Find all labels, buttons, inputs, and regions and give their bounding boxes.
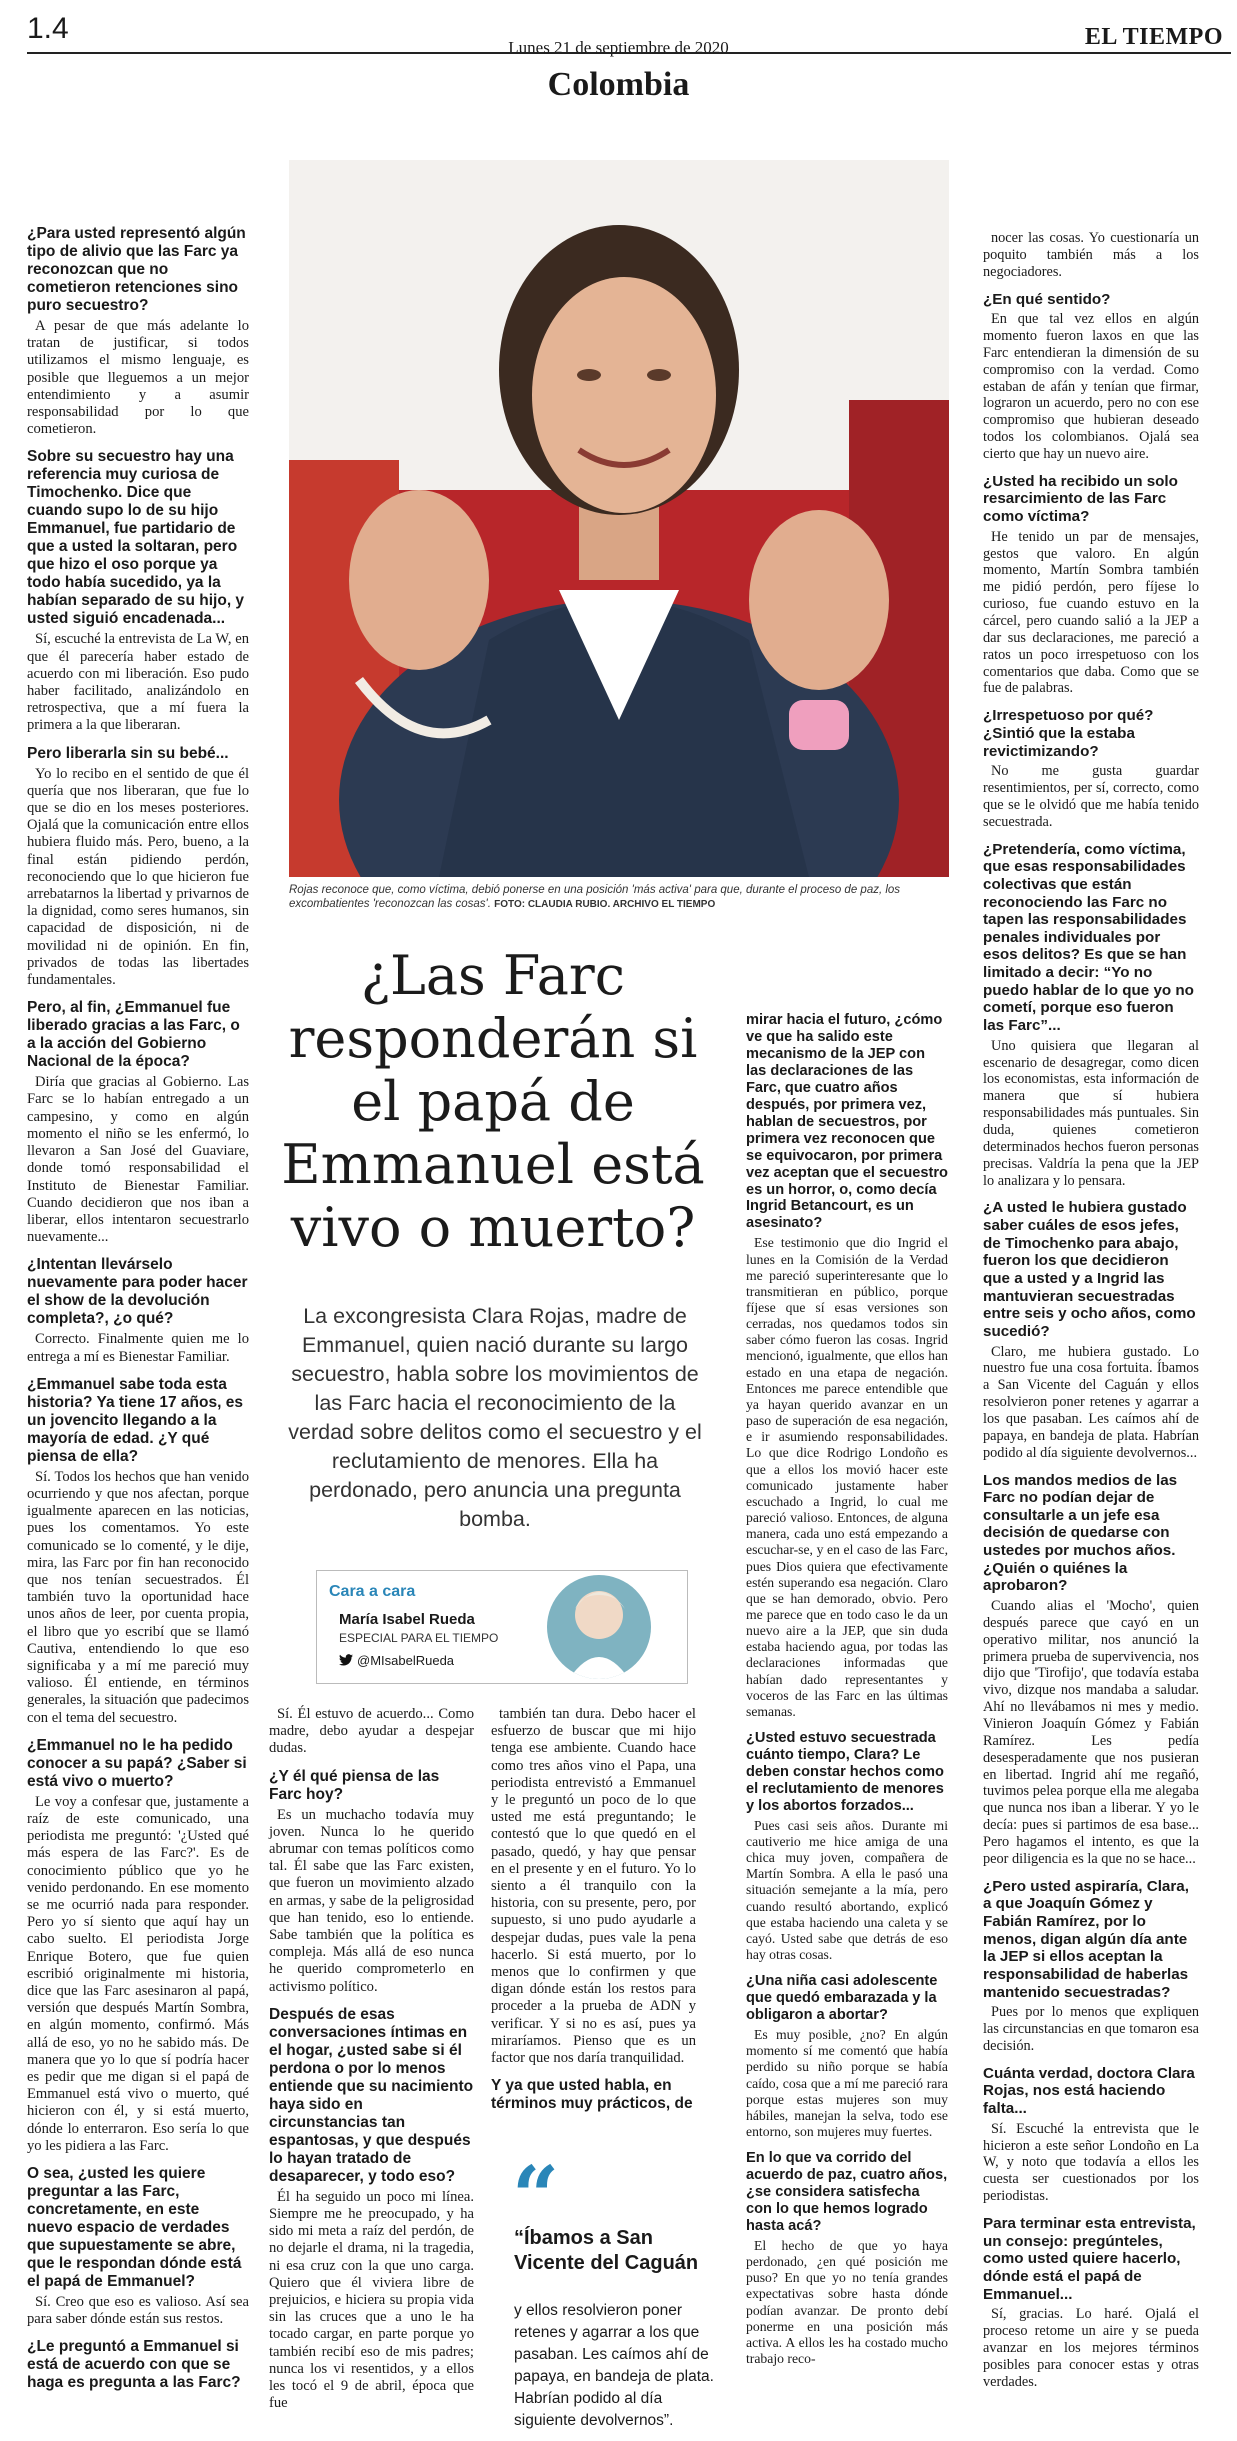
article-column-5 bbox=[983, 230, 1199, 2396]
interview-answer: Uno quisiera que llegaran al escenario de desagregar, como dicen los economistas, esta información de manera que sí hubiera responsabilidades más puntuales. Sin duda, quienes cometieron determinados hechos fueron personas precisas. Valdría la pena que la JEP lo analizara y lo pensara. bbox=[983, 1037, 1199, 1189]
interview-question: Y ya que usted habla, en términos muy prácticos, de bbox=[491, 2077, 693, 2113]
interview-answer: también tan dura. Debo hacer el esfuerzo de buscar que mi hijo tenga ese ambiente. Cuando hace como tres años vino el Papa, una periodista entrevistó a Emmanuel y le preguntó un poco de lo que usted me está preguntando; le contestó que lo que quedó en el pasado, quedó, y hay que pensar en el presente y en el futuro. Yo lo siento a él tranquilo con la historia, con su presente, pero, por supuesto, si uno pudo ayudarle a despejar dudas, pues vale la pena hacerlo. Si está muerto, por lo menos que lo confirmen y que digan dónde están los restos para proceder a la prueba de ADN y verificar. Y si no es así, pues ya miraríamos. Pienso que es un factor que nos daría tranquilidad. bbox=[491, 1706, 696, 2067]
interview-question: O sea, ¿usted les quiere preguntar a las Farc, concretamente, en este nuevo espacio de verdades que supuestamente se abre, que le respondan dónde está el papá de Emmanuel? bbox=[27, 2165, 242, 2291]
interview-question: Sobre su secuestro hay una referencia muy curiosa de Timochenko. Dice que cuando supo lo de su hijo Emmanuel, fue partidario de que a usted la soltaran, pero que hizo el oso porque ya todo había sucedido, ya la habían separado de su hijo, y usted siguió encadenada... bbox=[27, 448, 245, 628]
interview-question: En lo que va corrido del acuerdo de paz, cuatro años, ¿se considera satisfecha con lo que hemos logrado hasta acá? bbox=[746, 2150, 948, 2235]
interview-answer: Correcto. Finalmente quien me lo entrega a mí es Bienestar Familiar. bbox=[27, 1331, 249, 1365]
pullquote-body: y ellos resolvieron poner retenes y agarrar a los que pasaban. Les caímos ahí de papaya, en bandeja de plata. Habrían podido al día siguiente devolvernos”. bbox=[514, 2302, 714, 2429]
interview-answer: Sí. Todos los hechos que han venido ocurriendo y que nos afectan, porque igualmente aparecen en las noticias, pues los comentamos. Yo este comunicado se lo comenté, y le dije, mira, las Farc por fin han reconocido que nos tenían secuestrados. Él también tuvo la oportunidad hace unos años de leer, por cuenta propia, el libro que yo escribí que se llamó Cautiva, entendiendo lo que eso significaba y a mí me pareció muy valioso. Él entiende, en términos generales, la situación que padecimos con el tema del secuestro. bbox=[27, 1468, 249, 1726]
interview-photo bbox=[289, 160, 949, 877]
page-number: 1.4 bbox=[27, 12, 69, 45]
interview-answer: Sí, escuché la entrevista de La W, en que él parecería haber estado de acuerdo con mi liberación. Eso pudo haber facilitado, analizándolo en retrospectiva, que a mí fuera la primera a la que liberaran. bbox=[27, 631, 249, 734]
issue-date: Lunes 21 de septiembre de 2020 bbox=[508, 38, 729, 57]
interview-answer: Cuando alias el 'Mocho', quien después parece que cayó en un operativo militar, nos anunció la primera prueba de supervivencia, nos dijo que 'Tirofijo', que todavía estaba vivo, dizque nos mandaba a saludar. Ahí no llevábamos ni mes y medio. Vinieron Joaquín Gómez y Fabián Ramírez. Les pedía desesperadamente que nos pusieran en libertad. Ingrid ahí me regañó, tuvimos pelea porque ella me alegaba que nunca nos iban a liberar. Y yo le decía: pues si partimos de esa base... Pero hagamos el intento, es que la peor diligencia es la que no se hace... bbox=[983, 1598, 1199, 1867]
interview-question: ¿Y él qué piensa de las Farc hoy? bbox=[269, 1767, 440, 1803]
quote-icon: “ bbox=[512, 2149, 560, 2245]
interview-question: Cuánta verdad, doctora Clara Rojas, nos está haciendo falta... bbox=[983, 2064, 1195, 2118]
interview-question: ¿Una niña casi adolescente que quedó embarazada y la obligaron a abortar? bbox=[746, 1973, 938, 2024]
interview-question: ¿Pero usted aspiraría, Clara, a que Joaquín Gómez y Fabián Ramírez, por lo menos, digan algún día ante la JEP si ellos aceptan la responsabilidad de haberlas mantenido secuestradas? bbox=[983, 1877, 1189, 2001]
article-column-3 bbox=[491, 1706, 696, 2116]
interview-question: ¿En qué sentido? bbox=[983, 290, 1111, 308]
interview-answer: Sí, gracias. Lo haré. Ojalá el proceso retome un aire y se pueda avanzar en los mejores términos posibles para conocer estas y otras verdades. bbox=[983, 2306, 1199, 2390]
interview-answer: Yo lo recibo en el sentido de que él quería que nos liberaran, que fue lo que se dio en los meses posteriores. Ojalá que la comunicación entre ellos hubiera fluido más. Pero, bueno, a la final están pidiendo perdón, reconociendo que lo que hicieron fue arrebatarnos la libertad y privarnos de la dignidad, como seres humanos, sin capacidad de disposición, ni de movilidad ni de opinión. En fin, privados de todas las libertades fundamentales. bbox=[27, 765, 249, 989]
interview-question: Los mandos medios de las Farc no podían dejar de consultarle a un jefe esa decisión de quedarse con ustedes por muchos años. ¿Quién o quiénes la aprobaron? bbox=[983, 1471, 1178, 1595]
interview-answer: El hecho de que yo haya perdonado, ¿en qué posición me puso? En que yo no tenía grandes expectativas sobre hasta dónde podían avanzar. De pronto debí ponerme en una posición más activa. A ellos les ha costado mucho trabajo reco- bbox=[746, 2237, 948, 2367]
twitter-icon bbox=[339, 1654, 353, 1666]
author-avatar bbox=[547, 1575, 651, 1679]
newspaper-brand: EL TIEMPO bbox=[1084, 24, 1223, 50]
interview-answer: Es un muchacho todavía muy joven. Nunca lo he querido abrumar con temas políticos como tal. Él sabe que las Farc existen, que fueron un movimiento alzado en armas, y sabe de la peligrosidad que han tenido, eso lo entiende. Sabe también que la política es compleja. Más allá de eso nunca he querido comprometerlo en activismo político. bbox=[269, 1806, 474, 1995]
author-handle[interactable]: @MIsabelRueda bbox=[339, 1653, 454, 1668]
interview-answer: Sí. Escuché la entrevista que le hicieron a este señor Londoño en La W, y noto que todavía a ellos les cuesta ser cuestionados por los periodistas. bbox=[983, 2120, 1199, 2205]
interview-question: ¿Pretendería, como víctima, que esas responsabilidades colectivas que están reconociendo las Farc no tapen las responsabilidades penales individuales por esos delitos? Es que se han limitado a decir: “Yo no puedo hablar de lo que yo no cometí, porque eso fueron las Farc”... bbox=[983, 840, 1194, 1035]
byline-box bbox=[316, 1570, 688, 1684]
interview-question: Para terminar esta entrevista, un consejo: pregúnteles, como usted quiere hacerlo, dónde está el papá de Emmanuel... bbox=[983, 2214, 1196, 2303]
interview-answer: He tenido un par de mensajes, gestos que valoro. En algún momento, Martín Sombra también me pidió perdón, pero fíjese lo curioso, fue cuando estuvo en la cárcel, pero cuando salió a la JEP a dar sus declaraciones, me pareció a ratos un poco irrespetuoso con los comentarios que daba. Como que se fue de palabras. bbox=[983, 528, 1199, 697]
section-title: Colombia bbox=[547, 66, 690, 103]
photo-caption: Rojas reconoce que, como víctima, debió ponerse en una posición 'más activa' para que, durante el proceso de paz, los excombatientes 'reconozcan las cosas'. FOTO: CLAUDIA RUBIO. ARCHIVO EL TIEMPO bbox=[289, 884, 901, 910]
header-rule bbox=[27, 52, 1231, 54]
interview-question: Después de esas conversaciones íntimas en el hogar, ¿usted sabe si él perdona o por lo menos entiende que su nacimiento haya sido en circunstancias tan espantosas, y que después lo hayan tratado de desaparecer, y todo eso? bbox=[269, 2005, 474, 2185]
interview-answer: A pesar de que más adelante lo tratan de justificar, si todos utilizamos el mismo lenguaje, es posible que lleguemos a un mejor entendimiento y a asumir responsabilidad por lo que cometieron. bbox=[27, 318, 249, 438]
dek: La excongresista Clara Rojas, madre de Emmanuel, quien nació durante su largo secuestro, habla sobre los movimientos de las Farc hacia el reconocimiento de la verdad sobre delitos como el secuestro y el reclutamiento de menores. Ella ha perdonado, pero anuncia una pregunta bomba. bbox=[288, 1304, 702, 1531]
interview-question: Pero, al fin, ¿Emmanuel fue liberado gracias a las Farc, o a la acción del Gobierno Nacional de la época? bbox=[27, 999, 240, 1071]
interview-question: ¿Usted estuvo secuestrada cuánto tiempo, Clara? Le deben constar hechos como el reclutamiento de menores y los abortos forzados... bbox=[746, 1730, 944, 1814]
interview-answer: Pues casi seis años. Durante mi cautiverio me hice amiga de una chica muy joven, compañera de Martín Sombra. A ella le pasó una situación semejante a la mía, pero cuando resultó abortando, explicó que estaba haciendo una caleta y se cayó. Usted sabe que detrás de eso hay otras cosas. bbox=[746, 1817, 948, 1963]
article-column-2 bbox=[269, 1706, 474, 2418]
byline-label: Cara a cara bbox=[329, 1583, 416, 1600]
interview-question: ¿Intentan llevárselo nuevamente para poder hacer el show de la devolución completa?, ¿o qué? bbox=[27, 1256, 248, 1328]
interview-answer: Pues por lo menos que expliquen las circunstancias en que tomaron esa decisión. bbox=[983, 2004, 1199, 2054]
pullquote-headline: “Íbamos a San Vicente del Caguán bbox=[514, 2227, 699, 2274]
interview-question: ¿Le preguntó a Emmanuel si está de acuerdo con que se haga es pregunta a las Farc? bbox=[27, 2338, 241, 2392]
interview-question: ¿Usted ha recibido un solo resarcimiento de las Farc como víctima? bbox=[983, 472, 1178, 526]
portrait-illustration bbox=[289, 160, 949, 877]
interview-question: mirar hacia el futuro, ¿cómo ve que ha salido este mecanismo de la JEP con las declaraciones de las Farc, que cuatro años después, por primera vez, hablan de secuestros, por primera vez reconocen que se equivocaron, por primera vez aceptan que el secuestro es un horror, o, como decía Ingrid Betancourt, es un asesinato? bbox=[746, 1012, 948, 1232]
author-role: ESPECIAL PARA EL TIEMPO bbox=[339, 1631, 499, 1645]
headline: ¿Las Farc responderán si el papá de Emmanuel está vivo o muerto? bbox=[281, 944, 705, 1259]
interview-question: Pero liberarla sin su bebé... bbox=[27, 744, 229, 762]
interview-answer: Claro, me hubiera gustado. Lo nuestro fue una cosa fortuita. Íbamos a San Vicente del Caguán y ellos resolvieron poner retenes y agarrar a los que pasaban. Les caímos ahí de papaya, en bandeja de plata. Habrían podido al día siguiente devolvernos... bbox=[983, 1343, 1199, 1461]
interview-answer: Ese testimonio que dio Ingrid el lunes en la Comisión de la Verdad me pareció superinteresante que lo transmitieran en público, porque fíjese que sí esas versiones son cerradas, nos quedamos todos sin saber cómo fueron las cosas. Ingrid mencionó, igualmente, que ellos han estado en una etapa de negación. Entonces me parece entendible que ya hayan querido avanzar en un paso de superación de esa negación, e ir asumiendo responsabilidades. Lo que dice Rodrigo Londoño es que a ellos los movió hacer este comunicado justamente haber escuchado a Ingrid, lo cual me pareció valioso. Entonces, de alguna manera, cada uno está empezando a escuchar-se, y en el caso de las Farc, pues Dios quiera que efectivamente estén superando esa negación. Claro que se han demorado, obvio. Pero me parece que en todo caso le da un nuevo aire a la JEP, que sin duda estaba haciendo agua, por todas las declaraciones informadas que habían dado representantes y voceros de las Farc en las últimas semanas. bbox=[746, 1235, 948, 1719]
interview-question: ¿Emmanuel no le ha pedido conocer a su papá? ¿Saber si está vivo o muerto? bbox=[27, 1736, 247, 1790]
interview-answer: Diría que gracias al Gobierno. Las Farc se lo habían entregado a un campesino, y como en algún momento el niño se les enfermó, lo llevaron a San José del Guaviare, donde tomó responsabilidad el Instituto de Bienestar Familiar. Cuando decidieron que nos iban a liberar, ellos intentaron secuestrarlo nuevamente... bbox=[27, 1074, 249, 1246]
interview-question: ¿Para usted representó algún tipo de alivio que las Farc ya reconozcan que no cometieron retenciones sino puro secuestro? bbox=[27, 225, 246, 314]
author-name: María Isabel Rueda bbox=[339, 1611, 475, 1628]
interview-question: ¿Irrespetuoso por qué? ¿Sintió que la estaba revictimizando? bbox=[983, 707, 1154, 760]
interview-answer: Él ha seguido un poco mi línea. Siempre me he preocupado, y ha sido mi meta a raíz del perdón, de no dejarle el drama, ni la tragedia, ni esa cruz con la que uno carga. Quiero que él viviera libre de prejuicios, e hiciera su propia vida sin las cruces que a uno le ha tocado cargar, en parte porque yo también recibí eso de mis padres; nunca los vi resentidos, y a ellos les tocó el 9 de abril, época que fue bbox=[269, 2188, 474, 2412]
interview-question: ¿Emmanuel sabe toda esta historia? Ya tiene 17 años, es un jovencito llegando a la mayoría de edad. ¿Y qué piensa de ella? bbox=[27, 1375, 243, 1465]
article-column-1 bbox=[27, 225, 249, 2395]
interview-answer: Sí. Él estuvo de acuerdo... Como madre, debo ayudar a despejar dudas. bbox=[269, 1706, 474, 1757]
photo-credit: FOTO: CLAUDIA RUBIO. ARCHIVO EL TIEMPO bbox=[494, 899, 716, 910]
interview-question: ¿A usted le hubiera gustado saber cuáles de esos jefes, de Timochenko para abajo, fueron los que decidieron que a usted y a Ingrid las mantuvieran secuestradas entre seis y ocho años, como sucedió? bbox=[983, 1199, 1196, 1340]
interview-answer: Le voy a confesar que, justamente a raíz de este comunicado, una periodista me preguntó: '¿Usted qué más espera de las Farc?'. Es de conocimiento público que yo he venido perdonando. En ese momento se me ocurrió nada para responder. Pero yo sí siento que aquí hay un cabo suelto. El periodista Jorge Enrique Botero, que fue quien escribió originalmente mi historia, dice que las Farc asesinaron al papá, versión que después Martín Sombra, en algún momento, confirmó. Más allá de eso, yo no he sabido más. De manera que yo lo que sí podría hacer es pedir que me digan si el papá de Emmanuel está vivo o muerto, qué hicieron con él, y si está muerto, dónde lo enterraron. Eso sería lo que yo les pidiera a las Farc. bbox=[27, 1793, 249, 2154]
interview-answer: Sí. Creo que eso es valioso. Así sea para saber dónde están sus restos. bbox=[27, 2294, 249, 2328]
article-column-4 bbox=[746, 1012, 948, 2373]
interview-answer: Es muy posible, ¿no? En algún momento sí me comentó que había perdido su niño porque se había caído, cosa que a mí me pareció rara porque estas mujeres son muy hábiles, manejan la selva, todo ese entorno, son mujeres muy fuertes. bbox=[746, 2027, 948, 2140]
interview-answer: No me gusta guardar resentimientos, per sí, correcto, como que se le olvidó que me había tenido secuestrada. bbox=[983, 763, 1199, 830]
interview-answer: nocer las cosas. Yo cuestionaría un poquito también más a los negociadores. bbox=[983, 230, 1199, 280]
interview-answer: En que tal vez ellos en algún momento fueron laxos en que las Farc entendieran la dimensión de su compromiso con la verdad. Como estaban de afán y tenían que firmar, lograron un acuerdo, pero no con ese compromiso que hubieran deseado todos los colombianos. Ojalá sea cierto que hay un nuevo aire. bbox=[983, 311, 1199, 462]
